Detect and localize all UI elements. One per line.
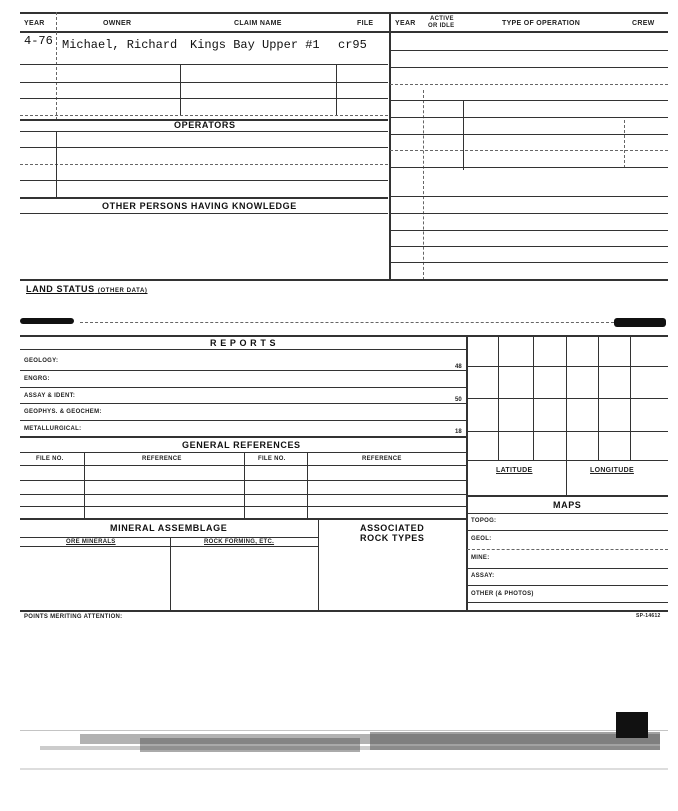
reports-row-assay: ASSAY & IDENT:	[24, 393, 76, 399]
left-row-3	[20, 98, 388, 99]
maps-row-assay: ASSAY:	[471, 573, 495, 579]
left-ink-smudge	[20, 318, 74, 324]
gr-line-4	[20, 506, 466, 507]
maps-rule-top	[467, 495, 668, 497]
grid-col-3	[566, 335, 567, 495]
gr-col-1	[84, 452, 85, 518]
gr-line-3	[20, 494, 466, 495]
maps-line-2	[467, 549, 668, 550]
right-panel-divider	[389, 12, 391, 280]
grid-row-4	[467, 460, 668, 461]
reports-line-3	[20, 403, 466, 404]
operators-rule-bottom	[20, 131, 388, 132]
other-persons-heading: OTHER PERSONS HAVING KNOWLEDGE	[102, 201, 297, 211]
gr-reference-2-label: REFERENCE	[362, 456, 402, 462]
top-rule	[20, 12, 668, 14]
entry-claim-name: Kings Bay Upper #1	[190, 38, 320, 52]
grid-row-3	[467, 431, 668, 432]
footer-rule	[20, 610, 668, 612]
reports-rule-top	[20, 335, 668, 337]
crew-divider	[624, 120, 625, 168]
scan-noise-band	[20, 712, 668, 782]
gr-file-no-2-label: FILE NO.	[258, 456, 286, 462]
right-row-9	[390, 196, 668, 197]
form-code: SP-14612	[636, 613, 661, 619]
operators-row-2	[20, 164, 388, 165]
right-row-11	[390, 230, 668, 231]
maps-rule-bottom	[467, 513, 668, 514]
year2-divider	[423, 90, 424, 280]
reports-row-metallurgical-num: 18	[455, 429, 462, 435]
entry-owner: Michael, Richard	[62, 38, 178, 52]
header-type-of-operation-label: TYPE OF OPERATION	[502, 20, 581, 27]
left-row-1	[20, 64, 388, 65]
right-row-1	[390, 50, 668, 51]
right-row-12	[390, 246, 668, 247]
header-year2-label: YEAR	[395, 20, 416, 27]
maps-heading: MAPS	[553, 500, 582, 510]
land-status-dashed-line	[80, 322, 614, 323]
points-meriting-attention-label: POINTS MERITING ATTENTION:	[24, 614, 123, 620]
associated-line1: ASSOCIATED	[360, 523, 425, 533]
maps-line-4	[467, 585, 668, 586]
right-ink-smudge	[614, 318, 666, 327]
active-divider	[463, 100, 464, 170]
general-references-heading: GENERAL REFERENCES	[182, 440, 301, 450]
mineral-col-2	[318, 518, 319, 610]
associated-line2: ROCK TYPES	[360, 533, 425, 543]
longitude-label: LONGITUDE	[590, 467, 634, 474]
entry-file: cr95	[338, 38, 367, 52]
operators-row-3	[20, 180, 388, 181]
general-references-rule	[20, 452, 466, 453]
land-status-rule-top	[20, 279, 668, 281]
right-row-3	[390, 84, 668, 85]
header-or-idle-label: OR IDLE	[428, 23, 455, 29]
reports-heading: R E P O R T S	[210, 338, 277, 348]
maps-row-geol: GEOL:	[471, 536, 492, 542]
land-status-sub: (OTHER DATA)	[97, 288, 148, 294]
right-row-5	[390, 117, 668, 118]
mineral-col-1	[170, 537, 171, 610]
right-row-2	[390, 67, 668, 68]
maps-line-5	[467, 602, 668, 603]
maps-line-3	[467, 568, 668, 569]
reports-row-metallurgical: METALLURGICAL:	[24, 426, 82, 432]
right-row-13	[390, 262, 668, 263]
owner-divider	[56, 12, 57, 120]
header-crew-label: CREW	[632, 20, 655, 27]
maps-row-topog: TOPOG:	[471, 518, 497, 524]
gr-line-1	[20, 465, 466, 466]
entry-year: 4-76	[24, 34, 53, 48]
land-status-label: LAND STATUS	[26, 284, 95, 294]
reports-row-geophys: GEOPHYS. & GEOCHEM:	[24, 409, 102, 415]
reports-rule-bottom	[20, 349, 466, 350]
maps-row-mine: MINE:	[471, 555, 490, 561]
reports-line-4	[20, 420, 466, 421]
grid-row-2	[467, 398, 668, 399]
rock-forming-label: ROCK FORMING, ETC.	[204, 539, 275, 545]
operators-row-1	[20, 147, 388, 148]
reports-line-5	[20, 436, 466, 438]
right-row-6	[390, 134, 668, 135]
gr-file-no-label: FILE NO.	[36, 456, 64, 462]
right-row-8	[390, 167, 668, 168]
reports-line-1	[20, 370, 466, 371]
reports-row-geology: GEOLOGY:	[24, 358, 59, 364]
header-bottom-rule	[20, 31, 668, 33]
operators-heading: OPERATORS	[174, 120, 236, 130]
reports-row-geology-num: 48	[455, 364, 462, 370]
maps-line-1	[467, 530, 668, 531]
other-persons-rule-bottom	[20, 213, 388, 214]
latitude-label: LATITUDE	[496, 467, 533, 474]
right-row-4	[390, 100, 668, 101]
reports-line-2	[20, 387, 466, 388]
gr-reference-label: REFERENCE	[142, 456, 182, 462]
reports-row-engrg: ENGRG:	[24, 376, 50, 382]
land-status-heading	[26, 284, 148, 294]
operators-divider	[56, 131, 57, 197]
gr-col-3	[307, 452, 308, 518]
other-persons-rule-top	[20, 197, 388, 199]
gr-line-2	[20, 480, 466, 481]
mineral-rule-top	[20, 518, 466, 520]
mineral-heading: MINERAL ASSEMBLAGE	[110, 523, 228, 533]
right-row-7	[390, 150, 668, 151]
header-year-label: YEAR	[24, 20, 45, 27]
file-divider	[336, 64, 337, 116]
header-active-label: ACTIVE	[430, 16, 454, 22]
header-file-label: FILE	[357, 20, 374, 27]
left-row-4	[20, 115, 388, 116]
mineral-header-bottom	[20, 546, 318, 547]
maps-row-other: OTHER (& PHOTOS)	[471, 591, 534, 597]
mineral-subheader-rule	[20, 537, 318, 538]
ore-minerals-label: ORE MINERALS	[66, 539, 116, 545]
header-claim-name-label: CLAIM NAME	[234, 20, 282, 27]
gr-col-2	[244, 452, 245, 518]
right-row-10	[390, 213, 668, 214]
grid-row-1	[467, 366, 668, 367]
left-row-2	[20, 82, 388, 83]
header-owner-label: OWNER	[103, 20, 132, 27]
reports-row-assay-num: 50	[455, 397, 462, 403]
claim-divider	[180, 64, 181, 116]
